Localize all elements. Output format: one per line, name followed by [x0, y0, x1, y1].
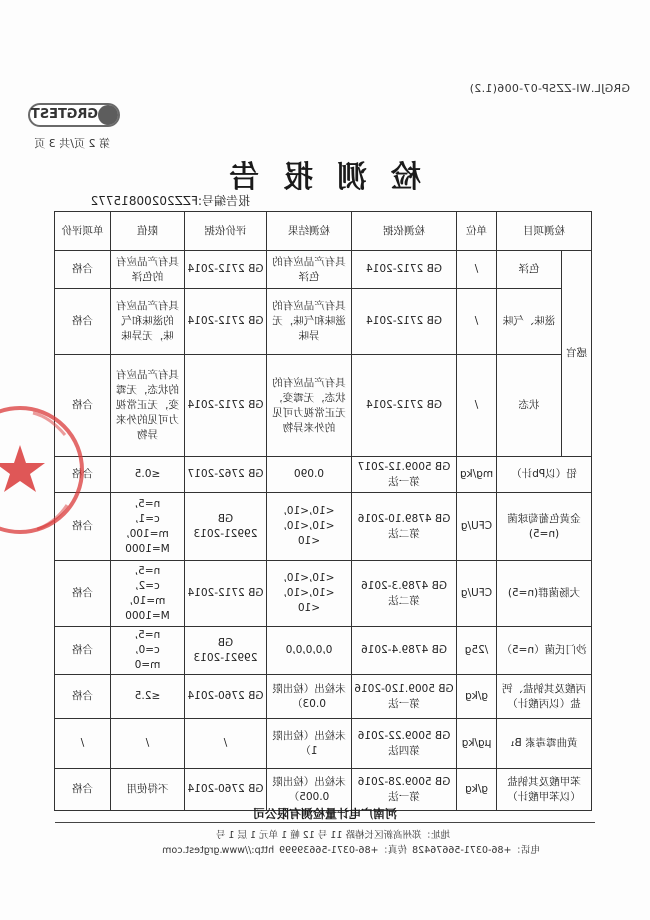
cell-eval: 合格	[55, 493, 111, 561]
report-number: 报告编号:FZZ20200815772	[90, 194, 250, 208]
cell-eval: 合格	[55, 289, 111, 355]
cell-result: 具有产品应有的色泽	[267, 251, 352, 289]
col-header-result: 检测结果	[267, 212, 352, 251]
table-row	[55, 457, 592, 493]
cell-basis: GB 29921-2013	[185, 627, 267, 675]
cell-result: 未检出（检出限 0.03）	[267, 675, 352, 719]
cell-basis: GB 2760-2014	[185, 675, 267, 719]
table-row	[55, 561, 592, 627]
col-header-method: 检测依据	[352, 212, 457, 251]
cell-result: 未检出（检出限 0.005）	[267, 769, 352, 811]
table-row	[55, 719, 592, 769]
cell-limit: /	[111, 719, 185, 769]
col-header-unit: 单位	[457, 212, 497, 251]
cell-unit: /25g	[457, 627, 497, 675]
footer-contact-line	[162, 842, 540, 856]
cell-method: GB 2712-2014	[352, 289, 457, 355]
cell-limit: 具有产品应有的状态，无霉变，无正常视力可见的外来异物	[111, 355, 185, 457]
cell-result: 0,0,0,0,0	[267, 627, 352, 675]
cell-eval: 合格	[55, 675, 111, 719]
report-title: 检测报告	[205, 160, 421, 195]
cell-limit: 不得使用	[111, 769, 185, 811]
footer-divider	[55, 822, 595, 823]
cell-method: GB 4789.10-2016 第二法	[352, 493, 457, 561]
col-header-limit: 限值	[111, 212, 185, 251]
cell-limit: n=5, c=0, m=0	[111, 627, 185, 675]
cell-limit: ≤0.5	[111, 457, 185, 493]
cell-unit: CFU/g	[457, 561, 497, 627]
cell-method: GB 5009.28-2016 第一法	[352, 769, 457, 811]
table-row	[55, 289, 592, 355]
cell-item: 色泽	[497, 251, 562, 289]
cell-eval: /	[55, 719, 111, 769]
table-row	[55, 251, 592, 289]
grgtest-logo	[28, 103, 120, 127]
cell-limit: n=5, c=2, m=10, M=1000	[111, 561, 185, 627]
footer-company-name: 河南广电计量检测有限公司	[253, 807, 398, 821]
footer-address: 地址：郑州高新区长椿路 11 号 12 幢 1 单元 1 层 1 号	[215, 830, 450, 841]
cell-basis: GB 2760-2014	[185, 769, 267, 811]
col-header-eval: 单项评价	[55, 212, 111, 251]
cell-unit: CFU/g	[457, 493, 497, 561]
cell-unit: /	[457, 251, 497, 289]
seal-star-icon	[0, 445, 45, 492]
cell-method: GB 4789.4-2016	[352, 627, 457, 675]
footer-phone: 电话：+86-0371-56676428	[412, 845, 540, 856]
cell-basis: /	[185, 719, 267, 769]
cell-unit: mg/kg	[457, 457, 497, 493]
cell-limit: ≤2.5	[111, 675, 185, 719]
cell-limit: 具有产品应有的色泽	[111, 251, 185, 289]
cell-basis: GB 2712-2014	[185, 355, 267, 457]
cell-eval: 合格	[55, 561, 111, 627]
document-code: GRGJL.WI-ZZSP-07-006(1.2)	[469, 82, 630, 95]
footer-website-link[interactable]: http://www.grgtest.com	[162, 845, 275, 856]
cell-basis: GB 2712-2014	[185, 561, 267, 627]
cell-limit: 具有产品应有的滋味和气味，无异味	[111, 289, 185, 355]
cell-unit: μg/kg	[457, 719, 497, 769]
cell-limit: n=5, c=1, m=100, M=1000	[111, 493, 185, 561]
col-header-basis: 评价依据	[185, 212, 267, 251]
cell-unit: /	[457, 355, 497, 457]
cell-item: 金黄色葡萄球菌 (n=5)	[497, 493, 592, 561]
cell-result: 未检出（检出限 1）	[267, 719, 352, 769]
cell-item: 黄曲霉毒素 B₁	[497, 719, 592, 769]
cell-eval: 合格	[55, 251, 111, 289]
cell-item: 苯甲酸及其钠盐（以苯甲酸计）	[497, 769, 592, 811]
cell-result: 具有产品应有的状态，无霉变，无正常视力可见的外来异物	[267, 355, 352, 457]
cell-basis: GB 29921-2013	[185, 493, 267, 561]
logo-mark-icon	[98, 105, 118, 125]
table-row	[55, 675, 592, 719]
cell-eval: 合格	[55, 355, 111, 457]
page-indicator: 第 2 页/共 3 页	[34, 137, 110, 150]
cell-basis: GB 2712-2014	[185, 251, 267, 289]
cell-item: 铅（以Pb计）	[497, 457, 592, 493]
cell-item: 丙酸及其钠盐、钙盐（以丙酸计）	[497, 675, 592, 719]
cell-result: <10,<10, <10,<10, <10	[267, 493, 352, 561]
cell-eval: 合格	[55, 769, 111, 811]
cell-item: 滋味、气味	[497, 289, 562, 355]
results-table	[54, 211, 592, 811]
cell-unit: /	[457, 289, 497, 355]
official-seal-stamp	[0, 395, 95, 545]
table-row	[55, 355, 592, 457]
cell-method: GB 2712-2014	[352, 355, 457, 457]
cell-unit: g/kg	[457, 769, 497, 811]
cell-method: GB 5009.22-2016 第四法	[352, 719, 457, 769]
table-header-row	[55, 212, 592, 251]
table-row	[55, 627, 592, 675]
footer-fax: 传真：+86-0371-56639999	[279, 845, 408, 856]
cell-method: GB 4789.3-2016 第二法	[352, 561, 457, 627]
group-sensory: 感官	[562, 251, 592, 457]
cell-item: 状态	[497, 355, 562, 457]
cell-eval: 合格	[55, 627, 111, 675]
cell-method: GB 2712-2014	[352, 251, 457, 289]
cell-basis: GB 2762-2017	[185, 457, 267, 493]
cell-method: GB 5009.120-2016 第一法	[352, 675, 457, 719]
cell-unit: g/kg	[457, 675, 497, 719]
col-header-item: 检测项目	[497, 212, 592, 251]
cell-result: 具有产品应有的滋味和气味，无异味	[267, 289, 352, 355]
cell-result: 0.090	[267, 457, 352, 493]
cell-result: <10,<10, <10,<10, <10	[267, 561, 352, 627]
cell-eval: 合格	[55, 457, 111, 493]
cell-item: 沙门氏菌（n=5）	[497, 627, 592, 675]
table-row	[55, 493, 592, 561]
cell-basis: GB 2712-2014	[185, 289, 267, 355]
cell-item: 大肠菌群(n=5)	[497, 561, 592, 627]
cell-method: GB 5009.12-2017 第一法	[352, 457, 457, 493]
logo-text: GRGTEST	[30, 107, 98, 122]
